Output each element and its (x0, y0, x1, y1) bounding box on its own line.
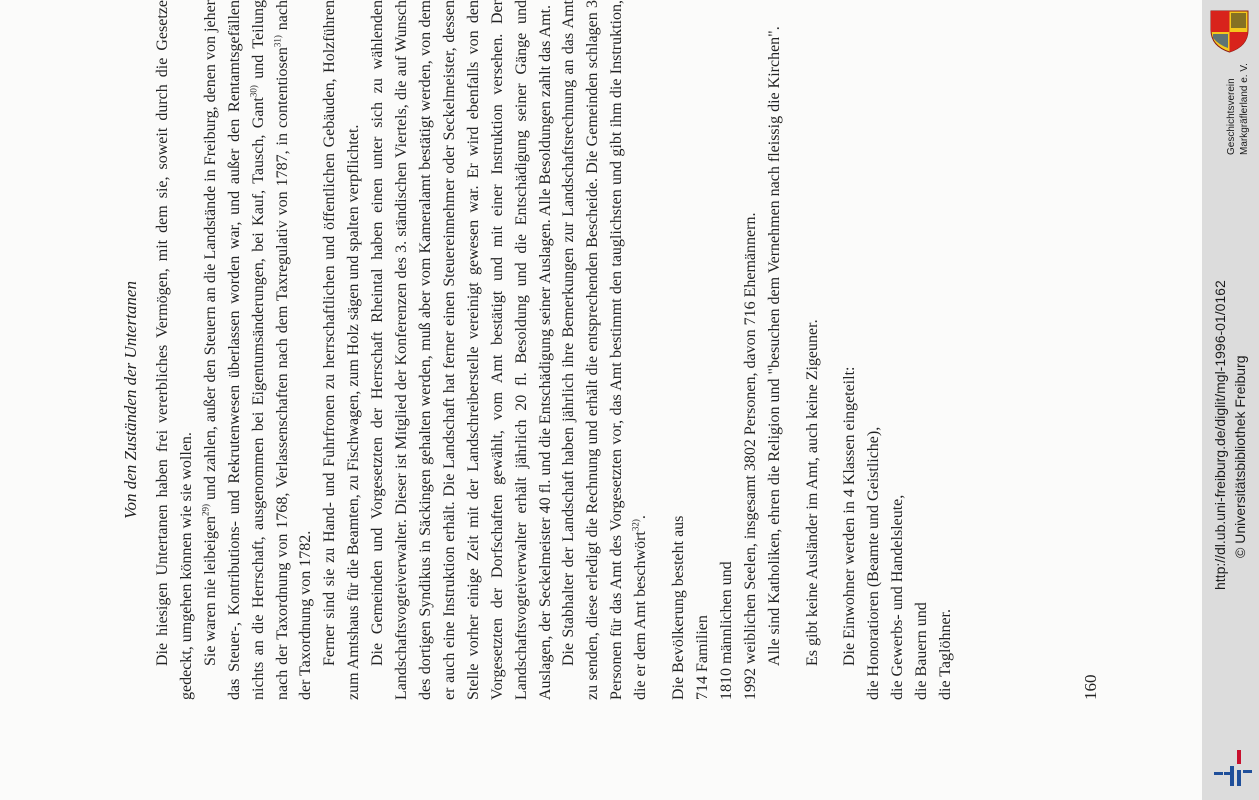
paragraph: Die Gemeinden und Vorgesetzten der Herrschaft Rheintal haben einen unter sich zu wählenden Landschaftsvogteiverwalter. Dieser ist Mitglied der Konferenzen des 3. ständischen Viertels, die auf Wunsch des dortigen Syndikus in Säckingen gehalten werden, muß aber vom Kameralamt bestätigt werden, von dem er auch eine Instruktion erhält. Die Landschaft hat ferner einen Steuereinnehmer oder Seckelmeister, dessen Stelle vorher einige Zeit mit der Landschreiberstelle vereinigt gewesen war. Er wird ebenfalls von den Vorgesetzten der Dorfschaften gewählt, vom Amt bestätigt und mit einer Instruktion versehen. Der Landschaftsvogteiverwalter erhält jährlich 20 fl. Besoldung und die Entschädigung seiner Gänge und Auslagen, der Seckelmeister 40 fl. und die Entschädigung seiner Auslagen. Alle Besoldungen zahlt das Amt. (369, 0, 554, 700)
document-url[interactable]: http://dl.ub.uni-freiburg.de/diglit/mgl-1996-01/0162 (1212, 280, 1228, 590)
page-number: 160 (1081, 674, 1100, 700)
text-run: und Teilung nach der Taxordnung von 1768, Verlassenschaften nach dem Taxregulativ von 1787, in contentiosen (249, 0, 291, 700)
paragraph: Alle sind Katholiken, ehren die Religion und "besuchen dem Vernehmen nach fleissig die Kirchen". (765, 26, 783, 666)
paragraph: 714 Familien (693, 615, 711, 700)
paragraph: Die Einwohner werden in 4 Klassen eingeteilt: (841, 366, 859, 666)
ub-freiburg-logo-icon (1210, 748, 1254, 788)
footnote-marker: 31) (272, 35, 283, 48)
body-text (151, 0, 958, 700)
text-run: nach der Taxordnung von 1782. (273, 0, 315, 700)
text-run: Sie waren nie leibeigen (201, 516, 219, 666)
text-run: . (632, 515, 650, 520)
paragraph: Ferner sind sie zu Hand- und Fuhrfronen zu herrschaftlichen und öffentlichen Gebäuden, Holzführen zum Amtshaus für die Beamten, zu Fischwagen, zum Holz sägen und spalten verpflichtet. (321, 0, 363, 700)
rotated-book-page (81, 0, 1191, 800)
paragraph (557, 0, 653, 700)
paragraph (199, 0, 319, 700)
paragraph: 1810 männlichen und (717, 561, 735, 700)
paragraph: Die hiesigen Untertanen haben frei vererbliches Vermögen, mit dem sie, soweit durch die Gesetze gedeckt, umgehen können wie sie wollen. (154, 0, 195, 700)
coat-of-arms-icon (1207, 8, 1252, 54)
paragraph: 1992 weiblichen Seelen, insgesamt 3802 Personen, davon 716 Ehemännern. (741, 212, 759, 700)
text-run: Die Stabhalter der Landschaft haben jährlich ihre Bemerkungen zur Landschaftsrechnung an das Amt zu senden, diese erledigt die Rechnung und erhält die entsprechenden Bescheide. Die Gemeinden schlagen 3 Personen für das Amt des Vorgesetzten vor, das Amt bestimmt den tauglichsten und gibt ihm die Instruktion, die er dem Amt beschwört (560, 0, 650, 700)
paragraph: die Honoratioren (Beamte und Geistliche), (865, 426, 883, 700)
paragraph: die Gewerbs- und Handelsleute, (889, 494, 907, 700)
paragraph: Die Bevölkerung besteht aus (670, 515, 688, 700)
running-title: Von den Zuständen der Untertanen (121, 281, 140, 519)
paragraph: die Taglöhner. (937, 608, 955, 700)
organization-name-line1: Geschichtsverein (1226, 78, 1237, 155)
footnote-marker: 32) (630, 519, 641, 532)
paragraph: Es gibt keine Ausländer im Amt, auch keine Zigeuner. (803, 319, 821, 666)
footnote-marker: 29) (200, 504, 211, 517)
paragraph: die Bauern und (913, 602, 931, 700)
footnote-marker: 30) (248, 85, 259, 98)
library-copyright: © Universitätsbibliothek Freiburg (1232, 355, 1248, 558)
organization-name-line2: Markgräflerland e. V. (1239, 63, 1250, 155)
text-run: und zahlen, außer den Steuern an die Landstände in Freiburg, denen von jeher das Steuer-, Kontributions- und Rekrutenwesen überlassen worden war, und außer den Rentamtsgefällen nichts an die Herrschaft, ausgenommen bei Eigentumsänderungen, bei Kauf, Tausch, Gant (201, 0, 267, 700)
